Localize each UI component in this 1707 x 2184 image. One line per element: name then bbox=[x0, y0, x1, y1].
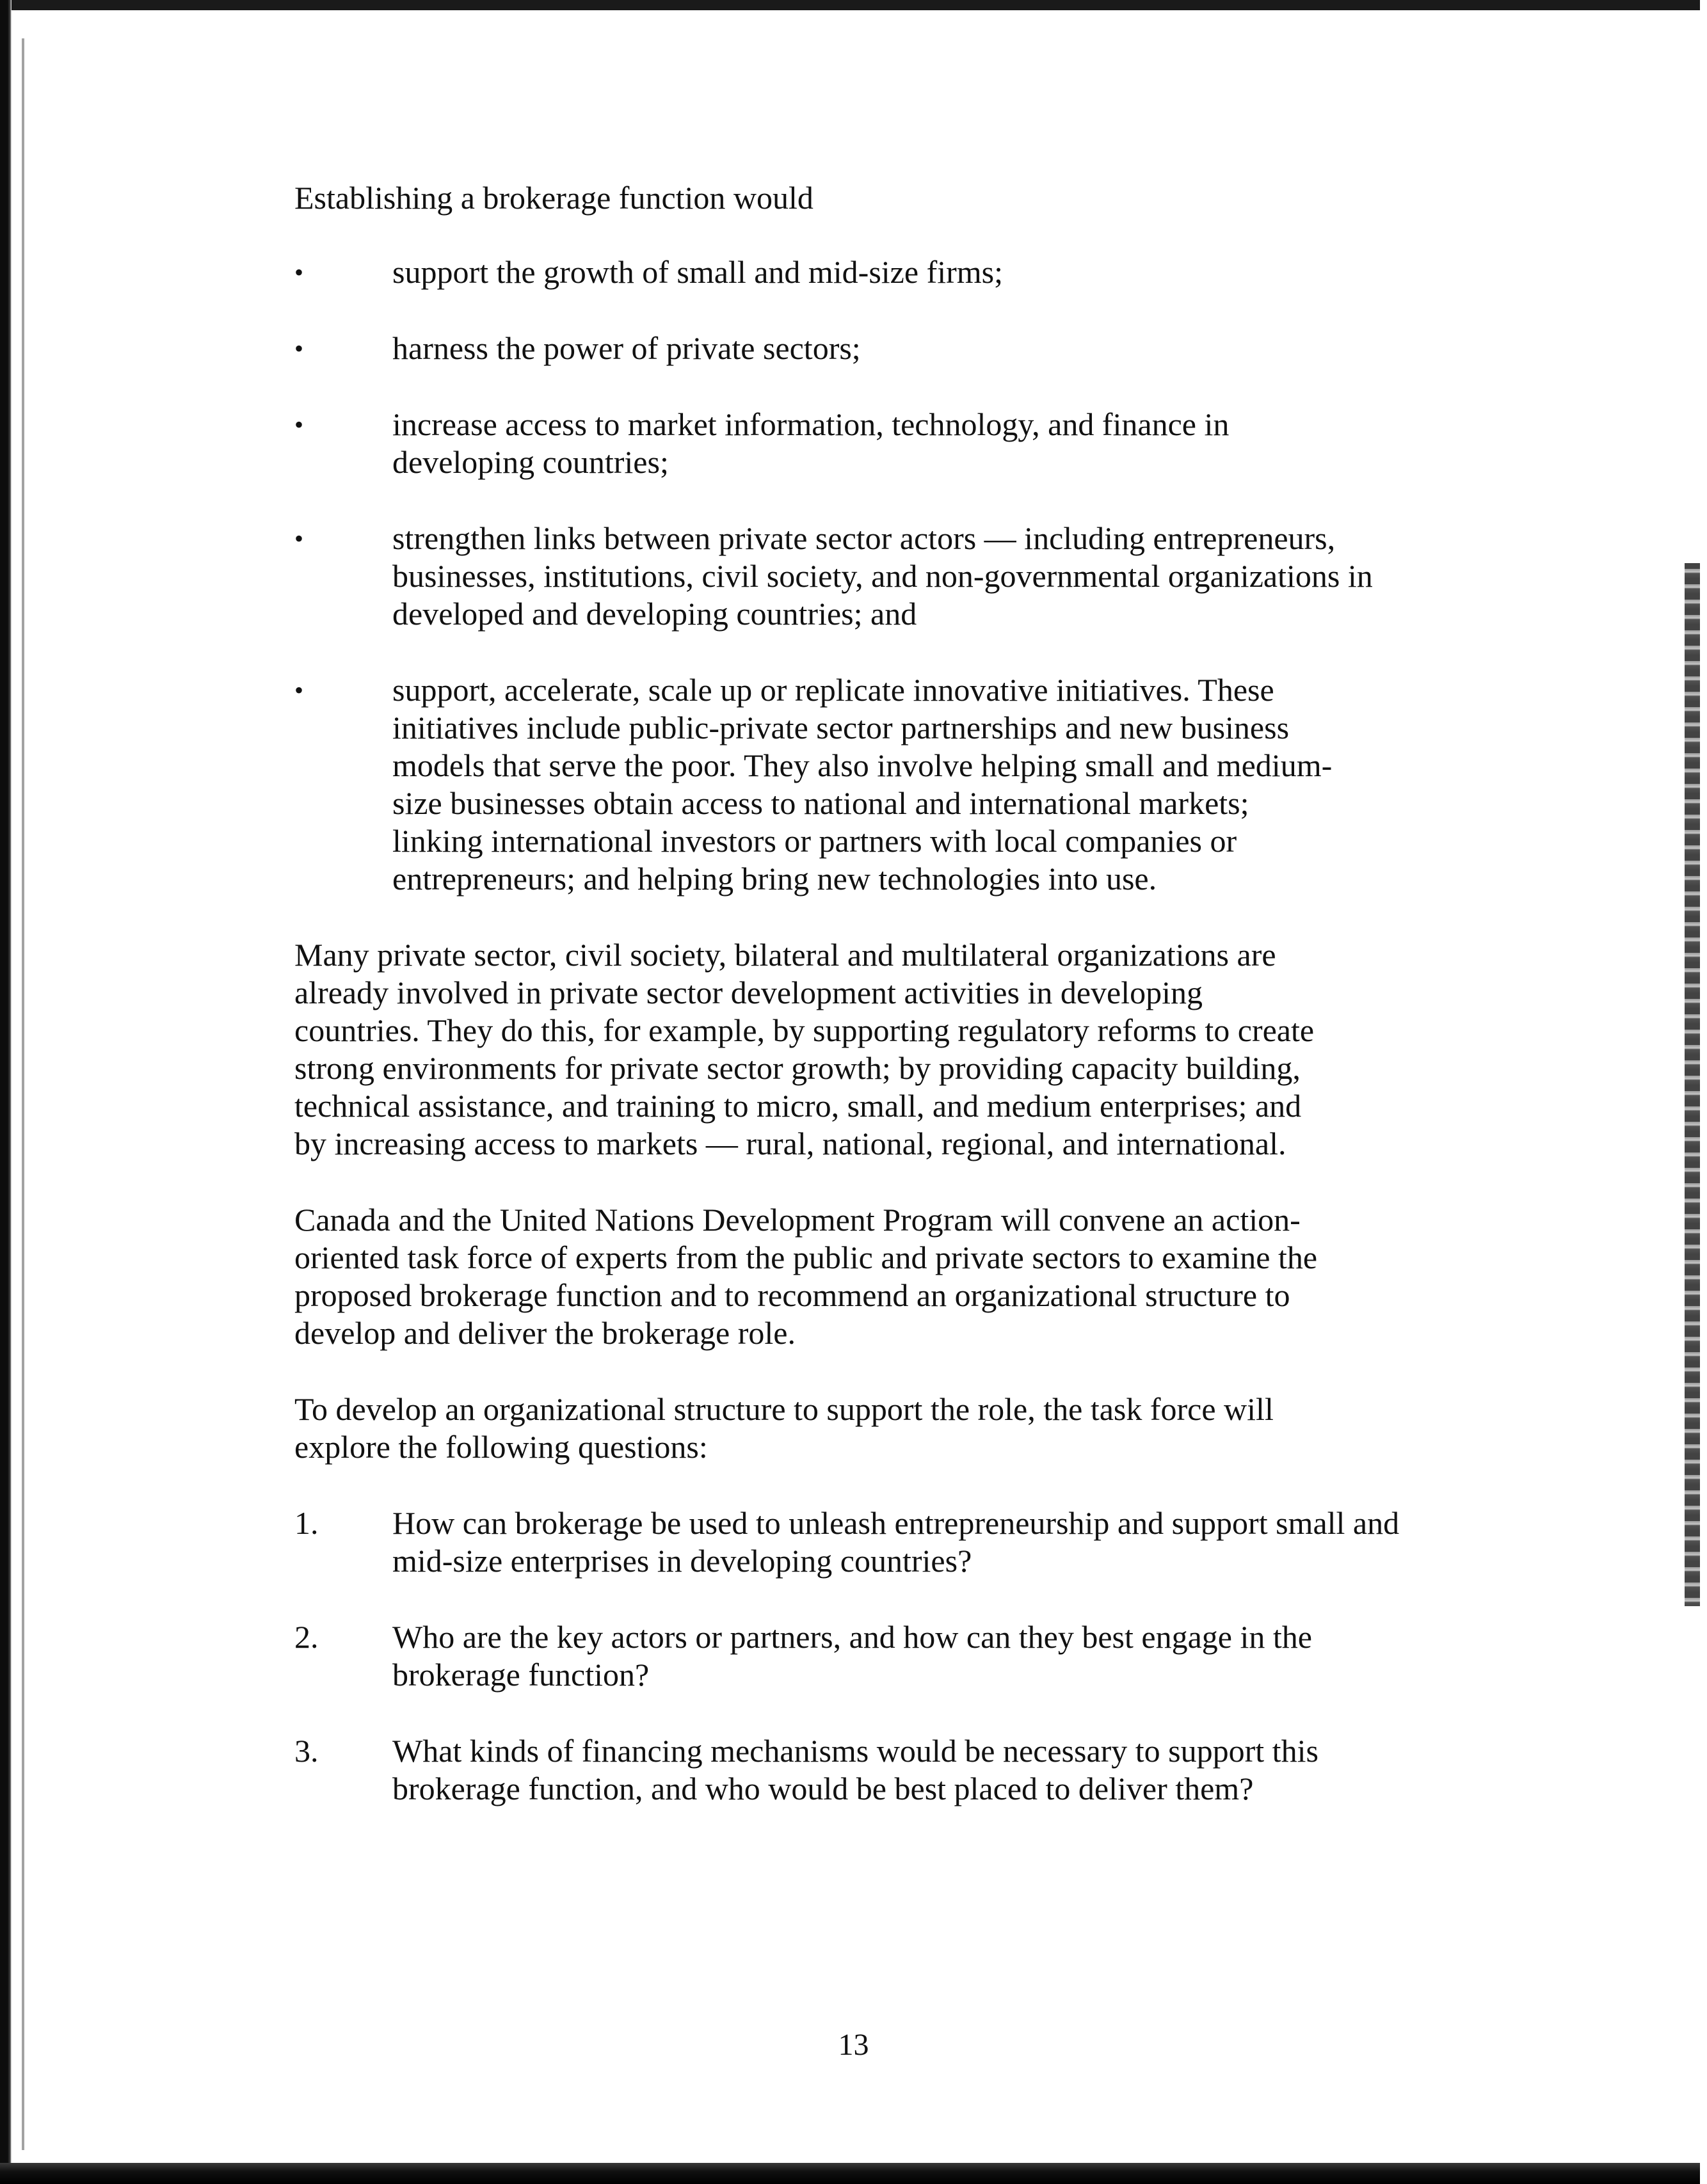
list-item bbox=[294, 1504, 1421, 1580]
question-text: What kinds of financing mechanisms would be necessary to support this brokerage function, and who would be best placed to deliver them? bbox=[392, 1733, 1318, 1806]
scan-edge-left bbox=[0, 0, 12, 2184]
scan-edge-bottom bbox=[0, 2163, 1707, 2184]
scan-edge-top bbox=[0, 0, 1707, 10]
bullet-text: harness the power of private sectors; bbox=[392, 330, 861, 366]
bullet-text: strengthen links between private sector actors — including entrepreneurs, businesses, institutions, civil society, and non-governmental organizations in developed and developing countries; and bbox=[392, 520, 1373, 632]
question-text: How can brokerage be used to unleash entrepreneurship and support small and mid-size enterprises in developing countries? bbox=[392, 1505, 1400, 1579]
bullet-text: support, accelerate, scale up or replicate innovative initiatives. These initiatives include public-private sector partnerships and new business models that serve the poor. They also involve helping small and medium-size businesses obtain access to national and international markets; linking international investors or partners with local companies or entrepreneurs; and helping bring new technologies into use. bbox=[392, 672, 1333, 897]
bullet-icon: • bbox=[294, 334, 304, 363]
bullet-icon: • bbox=[294, 524, 304, 553]
list-item bbox=[294, 406, 1421, 481]
question-text: Who are the key actors or partners, and how can they best engage in the brokerage function? bbox=[392, 1619, 1312, 1693]
bullet-icon: • bbox=[294, 410, 304, 439]
bullet-icon: • bbox=[294, 258, 304, 287]
scan-margin-right bbox=[1700, 0, 1707, 2184]
list-item bbox=[294, 253, 1421, 291]
scan-edge-right-strip bbox=[1685, 563, 1700, 1606]
list-item bbox=[294, 520, 1421, 633]
body-paragraph: Canada and the United Nations Development Program will convene an action-oriented task force of experts from the public and private sectors to examine the proposed brokerage function and to recommend an organizational structure to develop and deliver the brokerage role. bbox=[294, 1202, 1318, 1351]
page-number: 13 bbox=[838, 2028, 869, 2062]
list-item bbox=[294, 1732, 1421, 1808]
brokerage-benefits-list bbox=[294, 253, 1421, 898]
question-number: 2. bbox=[294, 1619, 319, 1655]
task-force-questions-list bbox=[294, 1504, 1421, 1808]
bullet-icon: • bbox=[294, 676, 304, 705]
list-item bbox=[294, 330, 1421, 367]
question-number: 3. bbox=[294, 1733, 319, 1769]
body-paragraph: To develop an organizational structure to support the role, the task force will explore the following questions: bbox=[294, 1391, 1274, 1465]
list-item bbox=[294, 671, 1421, 898]
intro-paragraph: Establishing a brokerage function would bbox=[294, 180, 813, 216]
page-body bbox=[294, 179, 1421, 1808]
scan-edge-left-line bbox=[22, 38, 24, 2150]
bullet-text: increase access to market information, technology, and finance in developing countries; bbox=[392, 406, 1230, 480]
list-item bbox=[294, 1618, 1421, 1694]
body-paragraph: Many private sector, civil society, bilateral and multilateral organizations are already involved in private sector development activities in developing countries. They do this, for example, by supporting regulatory reforms to create strong environments for private sector growth; by providing capacity building, technical assistance, and training to micro, small, and medium enterprises; and by increasing access to markets — rural, national, regional, and international. bbox=[294, 937, 1315, 1161]
bullet-text: support the growth of small and mid-size firms; bbox=[392, 254, 1004, 290]
question-number: 1. bbox=[294, 1505, 319, 1541]
